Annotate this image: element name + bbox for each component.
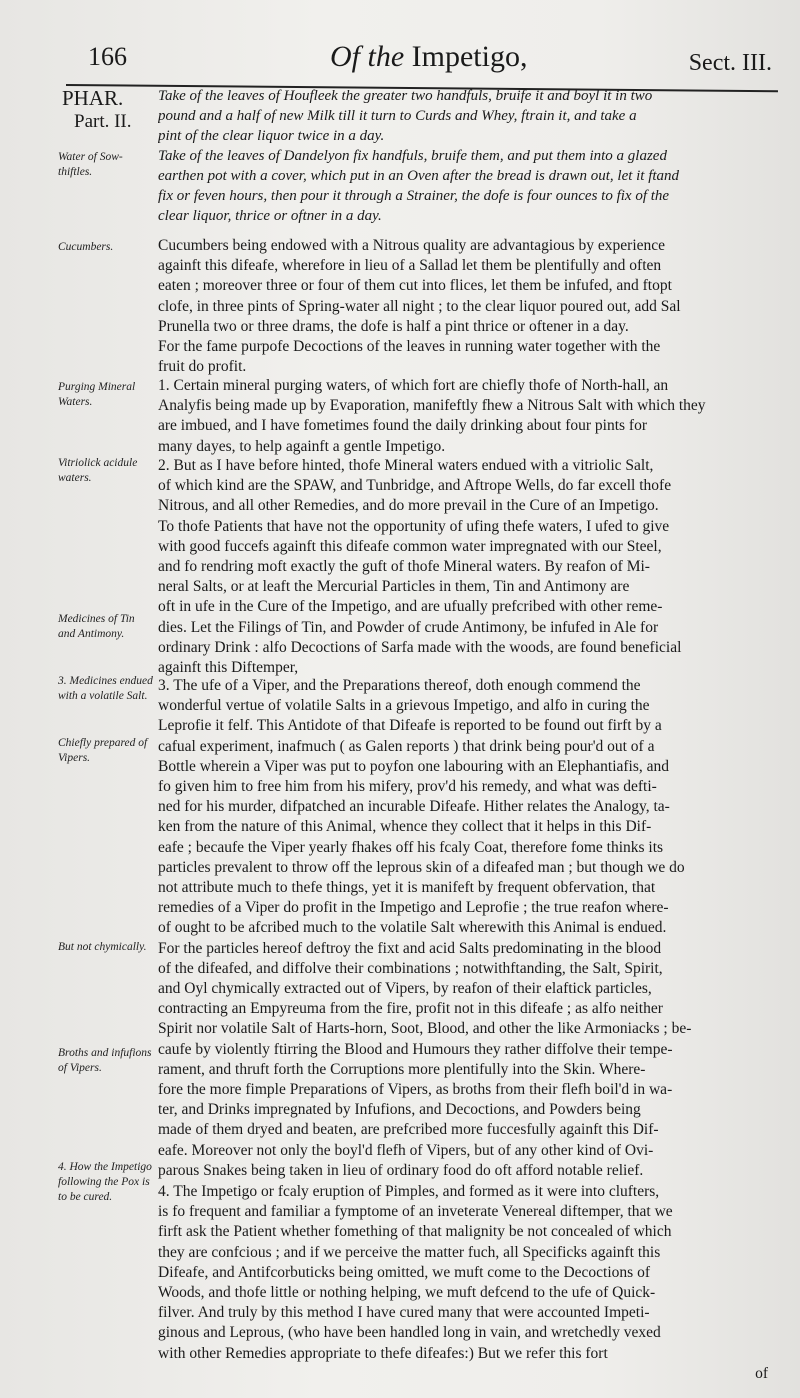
text-line: cafual experiment, inafmuch ( as Galen reports ) that drink being pour'd out of a [158, 737, 655, 755]
text-line: not attribute much to thefe things, yet it is manifeft by frequent obfervation, that [158, 879, 656, 897]
text-line: with good fuccefs againft this difeafe common water impregnated with our Steel, [158, 537, 662, 555]
paragraph-1 [158, 376, 768, 457]
text-line: againft this difeafe, wherefore in lieu of a Sallad let them be plentifully and often [158, 257, 662, 275]
text-line: Nitrous, and all other Remedies, and do more prevail in the Cure of an Impetigo. [158, 497, 659, 515]
text-line: Prunella two or three drams, the dofe is half a pint thrice or oftener in a day. [158, 317, 629, 335]
text-line: Woods, and thofe little or nothing helping, we muft defcend to the ufe of Quick- [158, 1284, 656, 1302]
text-line: caufe by violently ftirring the Blood and Humours they rather diffolve their tempe- [158, 1040, 673, 1058]
side-head [62, 86, 158, 134]
text-line: Cucumbers being endowed with a Nitrous quality are advantagious by experience [158, 237, 666, 254]
text-line: Difeafe, and Antifcorbuticks being omitted, we muft come to the Decoctions of [158, 1263, 650, 1281]
text-line: clear liquor, thrice or oftner in a day. [158, 208, 382, 224]
margin-note: Water of Sow-thiftles. [58, 151, 123, 178]
margin-note: Medicines of Tin and Antimony. [58, 613, 135, 640]
text-line: Take of the leaves of Dandelyon fix handfuls, bruife them, and put them into a glazed [158, 148, 667, 164]
text-line: of which kind are the SPAW, and Tunbridge, and Aftrope Wells, do far excell thofe [158, 477, 672, 495]
text-line: are imbued, and I have fometimes found the daily drinking about four pints for [158, 417, 647, 435]
text-line: 2. But as I have before hinted, thofe Mineral waters endued with a vitriolic Salt, [158, 457, 654, 474]
running-title [330, 40, 527, 74]
running-title-prefix: Of the [330, 40, 405, 73]
text-line: Bottle wherein a Viper was put to poyfon one labouring with an Elephantiafis, and [158, 757, 670, 775]
text-line: wonderful vertue of volatile Salts in a grievous Impetigo, and alfo in curing the [158, 697, 650, 715]
paragraph-3 [158, 676, 768, 1181]
text-line: Leprofie it felf. This Antidote of that Difeafe is reported to be found out firft by a [158, 717, 662, 735]
text-line: remedies of a Viper do profit in the Impetigo and Leprofie ; the true reafon where- [158, 899, 669, 917]
text-line: oft in ufe in the Cure of the Impetigo, and are ufually prefcribed with other reme- [158, 598, 663, 616]
text-line: particles prevalent to throw off the leprous skin of a difeafed man ; but though we do [158, 858, 685, 876]
text-line: parous Snakes being taken in lieu of ordinary food do oft afford notable relief. [158, 1161, 644, 1179]
text-line: Spirit nor volatile Salt of Harts-horn, Soot, Blood, and other the like Armoniacks ; be- [158, 1020, 692, 1038]
text-line: fruit do profit. [158, 358, 247, 376]
text-line: many dayes, to help againft a gentle Impetigo. [158, 437, 446, 455]
text-line: pint of the clear liquor twice in a day. [158, 128, 385, 144]
text-line: For the fame purpofe Decoctions of the leaves in running water together with the [158, 338, 661, 356]
text-line: dies. Let the Filings of Tin, and Powder of crude Antimony, be infufed in Ale for [158, 618, 659, 636]
text-line: fo given him to free him from his mifery, prov'd his remedy, and what was defti- [158, 778, 657, 796]
recipe-dandelion [158, 146, 768, 226]
text-line: and fo rendring moft exactly the guft of thofe Mineral waters. By reafon of Mi- [158, 558, 650, 576]
side-head-line2: Part. II. [74, 111, 132, 132]
text-line: firft ask the Patient whether fomething of that malignity be not concealed of which [158, 1223, 672, 1241]
text-line: filver. And truly by this method I have cured many that were accounted Impeti- [158, 1304, 650, 1322]
text-line: they are confcious ; and if we perceive the matter fuch, all Specificks againft this [158, 1243, 661, 1261]
margin-note: Chiefly prepared of Vipers. [58, 737, 148, 764]
margin-note: 4. How the Impetigo following the Pox is to be cured. [58, 1161, 152, 1203]
margin-note: But not chymically. [58, 941, 147, 953]
page-header [60, 40, 776, 86]
paragraph-cucumbers [158, 236, 768, 377]
text-line: with other Remedies appropriate to thefe difeafes:) But we refer this fort [158, 1344, 608, 1362]
margin-note: Cucumbers. [58, 241, 114, 253]
text-line: To thofe Patients that have not the opportunity of ufing thefe waters, I ufed to give [158, 517, 670, 535]
text-line: 4. The Impetigo or fcaly eruption of Pimples, and formed as it were into clufters, [158, 1183, 660, 1200]
recipe-houseleek [158, 86, 768, 146]
text-line: eafe ; becaufe the Viper yearly fhakes off his fcaly Coat, therefore fome thinks its [158, 838, 664, 856]
text-line: For the particles hereof deftroy the fixt and acid Salts predominating in the blood [158, 939, 662, 957]
margin-note: Broths and infufions of Vipers. [58, 1047, 152, 1074]
text-line: of the difeafed, and diffolve their combinations ; notwithftanding, the Salt, Spirit, [158, 959, 663, 977]
text-line: ter, and Drinks impregnated by Infufions, and Decoctions, and Powders being [158, 1101, 641, 1119]
text-line: of ought to be afcribed much to the volatile Salt wherewith this Animal is endued. [158, 919, 667, 937]
text-line: againft this Diftemper, [158, 659, 299, 677]
text-line: ginous and Leprous, (who have been handled long in vain, and wretchedly vexed [158, 1324, 661, 1342]
text-line: ordinary Drink : alfo Decoctions of Sarfa made with the woods, are found beneficial [158, 638, 682, 656]
side-head-line1: PHAR. [62, 86, 124, 110]
text-line: clofe, in three pints of Spring-water all night ; to the clear liquor poured out, add Sal [158, 297, 681, 315]
text-line: ken from the nature of this Animal, whence they collect that it helps in this Dif- [158, 818, 652, 836]
page-number: 166 [88, 42, 127, 71]
margin-note: Vitriolick acidule waters. [58, 457, 138, 484]
text-line: made of them dryed and beaten, are prefcribed more fuccesfully againft this Dif- [158, 1121, 659, 1139]
text-line: fore the more fimple Preparations of Vipers, as broths from their flefh boil'd in wa- [158, 1081, 673, 1099]
text-line: 1. Certain mineral purging waters, of which fort are chiefly thofe of North-hall, an [158, 377, 669, 394]
paragraph-2 [158, 456, 768, 678]
text-line: contracting an Empyreuma from the fire, profit not in this difeafe ; as alfo neither [158, 1000, 663, 1018]
text-line: Take of the leaves of Houfleek the greater two handfuls, bruife it and boyl it in two [158, 88, 653, 104]
text-line: neral Salts, or at leaft the Mercurial Particles in them, Tin and Antimony are [158, 578, 630, 596]
section-label: Sect. III. [688, 50, 772, 76]
running-title-main: Impetigo, [411, 40, 528, 73]
catchword: of [755, 1364, 768, 1382]
paragraph-4 [158, 1182, 768, 1384]
text-line: fix or feven hours, then pour it through a Strainer, the dofe is four ounces to fix of the [158, 188, 670, 204]
text-line: pound and a half of new Milk till it turn to Curds and Whey, ftrain it, and take a [158, 108, 637, 124]
text-line: Analyfis being made up by Evaporation, manifeftly fhew a Nitrous Salt with which they [158, 397, 706, 415]
text-line: eafe. Moreover not only the boyl'd flefh of Vipers, but of any other kind of Ovi- [158, 1141, 654, 1159]
text-line: 3. The ufe of a Viper, and the Preparations thereof, doth enough commend the [158, 677, 641, 694]
text-line: ned for his murder, difpatched an incurable Difeafe. Hither relates the Analogy, ta- [158, 798, 670, 816]
text-line: and Oyl chymically extracted out of Vipers, by reafon of their elaftick particles, [158, 980, 652, 998]
margin-note: 3. Medicines endued with a volatile Salt. [58, 675, 153, 702]
text-line: rament, and thruft forth the Corruptions more plentifully into the Skin. Where- [158, 1060, 646, 1078]
text-line: is fo frequent and familiar a fymptome of an inveterate Venereal diftemper, that we [158, 1203, 673, 1221]
text-line: eaten ; moreover three or four of them cut into flices, let them be infufed, and ftopt [158, 277, 672, 295]
text-line: earthen pot with a cover, which put in an Oven after the bread is drawn out, let it ftand [158, 168, 680, 184]
margin-note: Purging Mineral Waters. [58, 381, 136, 408]
